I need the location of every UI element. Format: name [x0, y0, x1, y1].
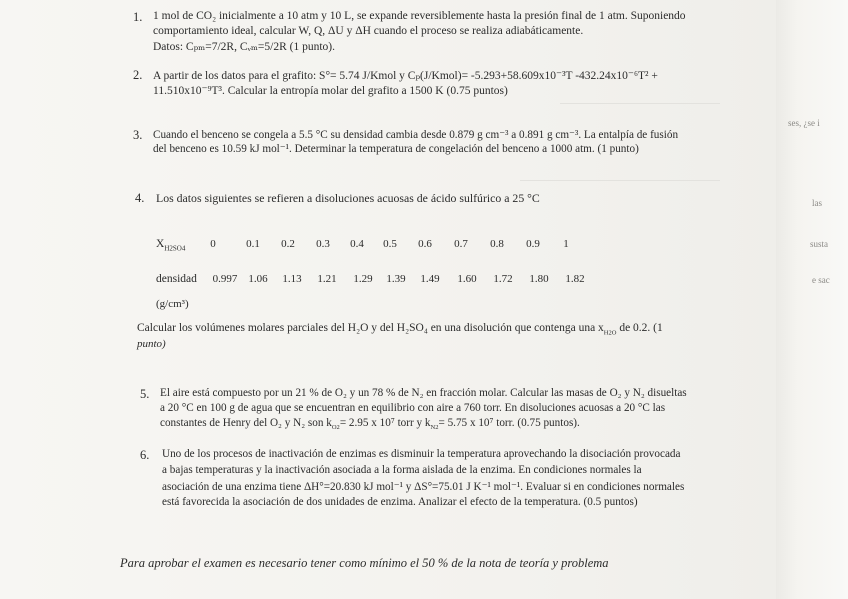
x-value: 0: [210, 238, 216, 250]
x-value: 0.8: [490, 238, 504, 250]
q6-line3: asociación de una enzima tiene ΔH°=20.830 kJ mol⁻¹ y ΔS°=75.01 J K⁻¹ mol⁻¹. Evaluar si en condiciones normales: [162, 481, 685, 493]
q1-data: Datos: Cₚₘ=7/2R, Cᵥₘ=5/2R (1 punto).: [153, 41, 336, 53]
density-value: 1.39: [386, 273, 406, 285]
q3-number: 3.: [133, 128, 143, 142]
density-value: 0.997: [212, 273, 238, 285]
density-value: 1.49: [420, 273, 440, 285]
x-value: 0.3: [316, 238, 330, 250]
x-value: 0.7: [454, 238, 468, 250]
q1-line1: 1 mol de CO₂ inicialmente a 10 atm y 10 L, se expande reversiblemente hasta la presión final de 1 atm. Suponiendo: [153, 10, 686, 22]
q6-line2: a bajas temperaturas y la inactivación asociada a la forma aislada de la enzima. En condiciones normales la: [162, 464, 642, 476]
density-value: 1.80: [529, 273, 549, 285]
q5-line2: a 20 °C en 100 g de agua que se encuentran en equilibrio con aire a 760 torr. En disoluciones acuosas a 20 °C las: [160, 402, 666, 414]
q4-calc-line2: punto): [137, 338, 166, 350]
q1-number: 1.: [133, 10, 143, 24]
bleed-text: las: [812, 198, 822, 208]
density-value: 1.21: [317, 273, 337, 285]
x-value: 0.6: [418, 238, 432, 250]
q3-line2: del benceno es 10.59 kJ mol⁻¹. Determinar la temperatura de congelación del benceno a 1000 atm. (1 punto): [153, 143, 639, 155]
page-margin: [776, 0, 848, 599]
q4-line1: Los datos siguientes se refieren a disoluciones acuosas de ácido sulfúrico a 25 °C: [156, 191, 540, 205]
q2-line2: 11.510x10⁻⁹T³. Calcular la entropía molar del grafito a 1500 K (0.75 puntos): [153, 85, 508, 97]
density-label: densidad: [156, 273, 197, 285]
bleed-text: susta: [810, 239, 828, 249]
q5-line3: constantes de Henry del O₂ y N₂ son $k_{O2}= 2.95$ x 10⁷ torr y $k_{N2}= 5.75$ x 10⁷ torr. (0.75 puntos).: [160, 417, 580, 432]
q5-line1: El aire está compuesto por un 21 % de O₂ y un 78 % de N₂ en fracción molar. Calcular las masas de O₂ y N₂ disueltas: [160, 387, 687, 399]
q3-line1: Cuando el benceno se congela a 5.5 °C su densidad cambia desde 0.879 g cm⁻³ a 0.891 g cm⁻³. La entalpía de fusión: [153, 129, 679, 141]
paper-rule: [520, 180, 720, 181]
density-value: 1.29: [353, 273, 373, 285]
density-value: 1.72: [493, 273, 513, 285]
density-value: 1.13: [282, 273, 302, 285]
x-value: 0.5: [383, 238, 397, 250]
bleed-text: e sac: [812, 275, 830, 285]
x-value: 0.4: [350, 238, 364, 250]
x-value: 0.2: [281, 238, 295, 250]
bleed-text: ses, ¿se i: [788, 118, 820, 128]
q1-line2: comportamiento ideal, calcular W, Q, ΔU y ΔH cuando el proceso se realiza adiabáticamente.: [153, 25, 584, 37]
density-value: 1.60: [457, 273, 477, 285]
density-value: 1.06: [248, 273, 268, 285]
x-value: 0.9: [526, 238, 540, 250]
q4-calc-line1: Calcular los volúmenes molares parciales del H₂O y del H₂SO₄ en una disolución que contenga una $x_{H2O}$ de 0.2. (1: [137, 322, 663, 337]
x-label: $X_{H2SO4}$: [156, 238, 186, 253]
q2-line1: A partir de los datos para el grafito: S°= 5.74 J/Kmol y Cₚ(J/Kmol)= -5.293+58.609x10⁻³T -432.24x10⁻⁶T² +: [153, 70, 658, 82]
q6-line1: Uno de los procesos de inactivación de enzimas es disminuir la temperatura aprovechando la disociación provocada: [162, 448, 681, 460]
q6-line4: está favorecida la asociación de dos unidades de enzima. Analizar el efecto de la temperatura. (0.5 puntos): [162, 496, 638, 508]
density-value: 1.82: [565, 273, 585, 285]
density-unit: (g/cm³): [156, 298, 189, 310]
q2-number: 2.: [133, 68, 143, 82]
footer-note: Para aprobar el examen es necesario tener como mínimo el 50 % de la nota de teoría y problema: [120, 556, 609, 570]
x-value: 0.1: [246, 238, 260, 250]
q6-number: 6.: [140, 448, 150, 462]
x-value: 1: [563, 238, 569, 250]
q5-number: 5.: [140, 387, 150, 401]
q4-number: 4.: [135, 191, 145, 205]
paper-rule: [560, 103, 720, 104]
